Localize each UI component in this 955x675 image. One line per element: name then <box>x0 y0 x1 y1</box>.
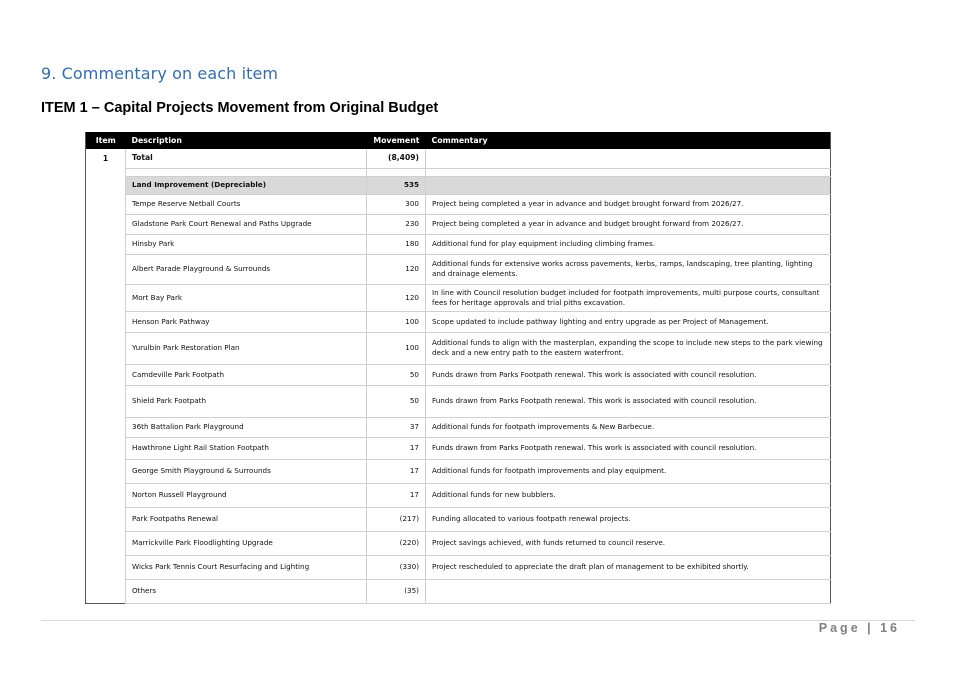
row-commentary: Additional funds for extensive works across pavements, kerbs, ramps, landscaping, tree planting, lighting and drainage elements. <box>426 254 831 284</box>
row-item <box>86 459 126 483</box>
row-movement: 17 <box>367 483 426 507</box>
row-item <box>86 437 126 459</box>
row-commentary: Additional funds for new bubblers. <box>426 483 831 507</box>
row-movement: 300 <box>367 194 426 214</box>
total-row <box>86 149 831 168</box>
table-row <box>86 284 831 311</box>
row-movement: (330) <box>367 555 426 579</box>
row-item <box>86 311 126 332</box>
row-description: Albert Parade Playground & Surrounds <box>126 254 367 284</box>
row-item <box>86 214 126 234</box>
table-row <box>86 385 831 417</box>
row-commentary: Funds drawn from Parks Footpath renewal. This work is associated with council resolution. <box>426 385 831 417</box>
row-item <box>86 483 126 507</box>
row-commentary: Project rescheduled to appreciate the draft plan of management to be exhibited shortly. <box>426 555 831 579</box>
table-header-row <box>86 132 831 149</box>
row-item <box>86 284 126 311</box>
row-movement: 17 <box>367 459 426 483</box>
row-item <box>86 417 126 437</box>
row-movement: 120 <box>367 254 426 284</box>
table-row <box>86 483 831 507</box>
row-item <box>86 385 126 417</box>
table-row <box>86 417 831 437</box>
row-description: Shield Park Footpath <box>126 385 367 417</box>
row-item <box>86 579 126 603</box>
header-movement: Movement <box>367 132 426 149</box>
row-commentary: Funds drawn from Parks Footpath renewal. This work is associated with council resolution. <box>426 437 831 459</box>
row-description: Park Footpaths Renewal <box>126 507 367 531</box>
row-description: Norton Russell Playground <box>126 483 367 507</box>
spacer-row <box>86 168 831 176</box>
row-item <box>86 507 126 531</box>
table-row <box>86 214 831 234</box>
row-commentary: Additional funds for footpath improvements & New Barbecue. <box>426 417 831 437</box>
group-row <box>86 176 831 194</box>
table-row <box>86 555 831 579</box>
table-row <box>86 194 831 214</box>
row-movement: (217) <box>367 507 426 531</box>
footer-divider <box>41 620 915 621</box>
row-description: Camdeville Park Footpath <box>126 364 367 385</box>
row-commentary: Project being completed a year in advance and budget brought forward from 2026/27. <box>426 194 831 214</box>
table-row <box>86 507 831 531</box>
header-description: Description <box>126 132 367 149</box>
header-commentary: Commentary <box>426 132 831 149</box>
row-commentary: Additional funds for footpath improvements and play equipment. <box>426 459 831 483</box>
table-row <box>86 579 831 603</box>
row-commentary: Scope updated to include pathway lighting and entry upgrade as per Project of Management. <box>426 311 831 332</box>
row-movement: 180 <box>367 234 426 254</box>
row-commentary: Funding allocated to various footpath renewal projects. <box>426 507 831 531</box>
total-description: Total <box>126 149 367 168</box>
row-commentary <box>426 579 831 603</box>
group-movement: 535 <box>367 176 426 194</box>
row-commentary: Additional funds to align with the masterplan, expanding the scope to include new steps to the park viewing deck and a new entry path to the eastern waterfront. <box>426 332 831 364</box>
row-description: 36th Battalion Park Playground <box>126 417 367 437</box>
row-description: Gladstone Park Court Renewal and Paths Upgrade <box>126 214 367 234</box>
group-commentary <box>426 176 831 194</box>
total-movement: (8,409) <box>367 149 426 168</box>
row-movement: (220) <box>367 531 426 555</box>
item-heading: ITEM 1 – Capital Projects Movement from Original Budget <box>41 100 439 116</box>
total-commentary <box>426 149 831 168</box>
table-row <box>86 332 831 364</box>
row-movement: 120 <box>367 284 426 311</box>
row-item <box>86 555 126 579</box>
row-description: Tempe Reserve Netball Courts <box>126 194 367 214</box>
table-row <box>86 531 831 555</box>
row-movement: 17 <box>367 437 426 459</box>
row-movement: 50 <box>367 364 426 385</box>
row-item <box>86 234 126 254</box>
row-item <box>86 254 126 284</box>
row-movement: 100 <box>367 332 426 364</box>
row-commentary: Project savings achieved, with funds returned to council reserve. <box>426 531 831 555</box>
row-movement: 100 <box>367 311 426 332</box>
row-description: George Smith Playground & Surrounds <box>126 459 367 483</box>
row-movement: (35) <box>367 579 426 603</box>
row-item <box>86 194 126 214</box>
row-description: Hinsby Park <box>126 234 367 254</box>
row-item <box>86 332 126 364</box>
table-row <box>86 311 831 332</box>
header-item: Item <box>86 132 126 149</box>
row-description: Mort Bay Park <box>126 284 367 311</box>
row-item <box>86 531 126 555</box>
row-commentary: Project being completed a year in advance and budget brought forward from 2026/27. <box>426 214 831 234</box>
capital-projects-table <box>85 132 831 604</box>
page-number: Page | 16 <box>818 621 900 635</box>
row-description: Wicks Park Tennis Court Resurfacing and Lighting <box>126 555 367 579</box>
table-row <box>86 437 831 459</box>
table-row <box>86 364 831 385</box>
table-row <box>86 254 831 284</box>
row-movement: 230 <box>367 214 426 234</box>
row-commentary: In line with Council resolution budget included for footpath improvements, multi purpose courts, consultant fees for heritage approvals and trial piths excavation. <box>426 284 831 311</box>
row-description: Yurulbin Park Restoration Plan <box>126 332 367 364</box>
row-description: Hawthrone Light Rail Station Footpath <box>126 437 367 459</box>
total-item-number: 1 <box>102 153 109 163</box>
row-description: Henson Park Pathway <box>126 311 367 332</box>
row-movement: 50 <box>367 385 426 417</box>
row-description: Marrickville Park Floodlighting Upgrade <box>126 531 367 555</box>
row-description: Others <box>126 579 367 603</box>
row-commentary: Funds drawn from Parks Footpath renewal. This work is associated with council resolution. <box>426 364 831 385</box>
table-row <box>86 234 831 254</box>
group-description: Land Improvement (Depreciable) <box>126 176 367 194</box>
section-heading: 9. Commentary on each item <box>41 64 279 83</box>
row-commentary: Additional fund for play equipment including climbing frames. <box>426 234 831 254</box>
row-movement: 37 <box>367 417 426 437</box>
table-row <box>86 459 831 483</box>
row-item <box>86 364 126 385</box>
